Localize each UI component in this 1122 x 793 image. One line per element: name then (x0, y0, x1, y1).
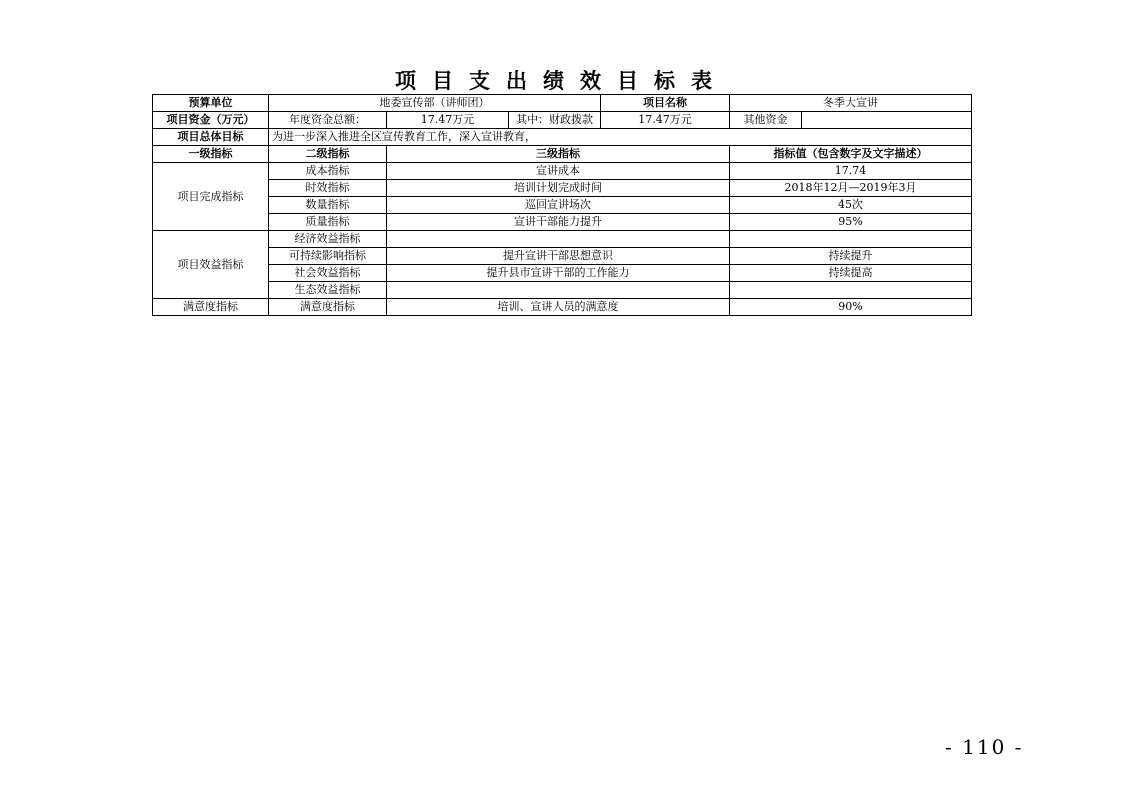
level2-cell: 质量指标 (269, 214, 387, 231)
value-cell: 2018年12月—2019年3月 (730, 180, 972, 197)
level3-cell (387, 282, 730, 299)
level3-header: 三级指标 (387, 146, 730, 163)
level1-satisfaction: 满意度指标 (153, 299, 269, 316)
level3-cell: 提升宣讲干部思想意识 (387, 248, 730, 265)
table-row (153, 163, 972, 180)
level2-cell: 社会效益指标 (269, 265, 387, 282)
level3-cell: 巡回宣讲场次 (387, 197, 730, 214)
page-number: - 110 - (945, 735, 1024, 759)
table-row (153, 299, 972, 316)
other-funds-value (802, 112, 972, 129)
level1-benefit: 项目效益指标 (153, 231, 269, 299)
other-funds-label: 其他资金 (730, 112, 802, 129)
value-cell: 45次 (730, 197, 972, 214)
level3-cell: 培训、宣讲人员的满意度 (387, 299, 730, 316)
level3-cell: 培训计划完成时间 (387, 180, 730, 197)
project-funds-label: 项目资金（万元） (153, 112, 269, 129)
level2-header: 二级指标 (269, 146, 387, 163)
level3-cell: 宣讲成本 (387, 163, 730, 180)
overall-goal-label: 项目总体目标 (153, 129, 269, 146)
annual-total-label: 年度资金总额： (269, 112, 387, 129)
indicator-header-row (153, 146, 972, 163)
budget-unit-label: 预算单位 (153, 95, 269, 112)
performance-target-table (152, 94, 972, 316)
value-cell (730, 282, 972, 299)
page-title: 项目支出绩效目标表 (395, 69, 728, 93)
table-row (153, 282, 972, 299)
annual-total-value: 17.47万元 (387, 112, 509, 129)
level2-cell: 生态效益指标 (269, 282, 387, 299)
level3-cell: 提升县市宣讲干部的工作能力 (387, 265, 730, 282)
project-name-label: 项目名称 (601, 95, 730, 112)
table-row (153, 248, 972, 265)
level2-cell: 经济效益指标 (269, 231, 387, 248)
table-row (153, 214, 972, 231)
project-name-value: 冬季大宣讲 (730, 95, 972, 112)
table-row (153, 197, 972, 214)
table-row (153, 180, 972, 197)
value-cell: 17.74 (730, 163, 972, 180)
budget-unit-value: 地委宣传部（讲师团） (269, 95, 601, 112)
value-cell: 95% (730, 214, 972, 231)
table-row (153, 231, 972, 248)
value-cell (730, 231, 972, 248)
level3-cell: 宣讲干部能力提升 (387, 214, 730, 231)
overall-goal-row (153, 129, 972, 146)
budget-unit-row (153, 95, 972, 112)
overall-goal-text: 为进一步深入推进全区宣传教育工作，深入宣讲教育， (269, 129, 972, 146)
level2-cell: 时效指标 (269, 180, 387, 197)
value-cell: 持续提升 (730, 248, 972, 265)
level2-cell: 数量指标 (269, 197, 387, 214)
value-header: 指标值（包含数字及文字描述） (730, 146, 972, 163)
finance-value: 17.47万元 (601, 112, 730, 129)
level2-cell: 满意度指标 (269, 299, 387, 316)
table-row (153, 265, 972, 282)
value-cell: 90% (730, 299, 972, 316)
value-cell: 持续提高 (730, 265, 972, 282)
level2-cell: 可持续影响指标 (269, 248, 387, 265)
level1-header: 一级指标 (153, 146, 269, 163)
project-funds-row (153, 112, 972, 129)
level1-completion: 项目完成指标 (153, 163, 269, 231)
level2-cell: 成本指标 (269, 163, 387, 180)
finance-label: 其中：财政拨款 (509, 112, 601, 129)
level3-cell (387, 231, 730, 248)
